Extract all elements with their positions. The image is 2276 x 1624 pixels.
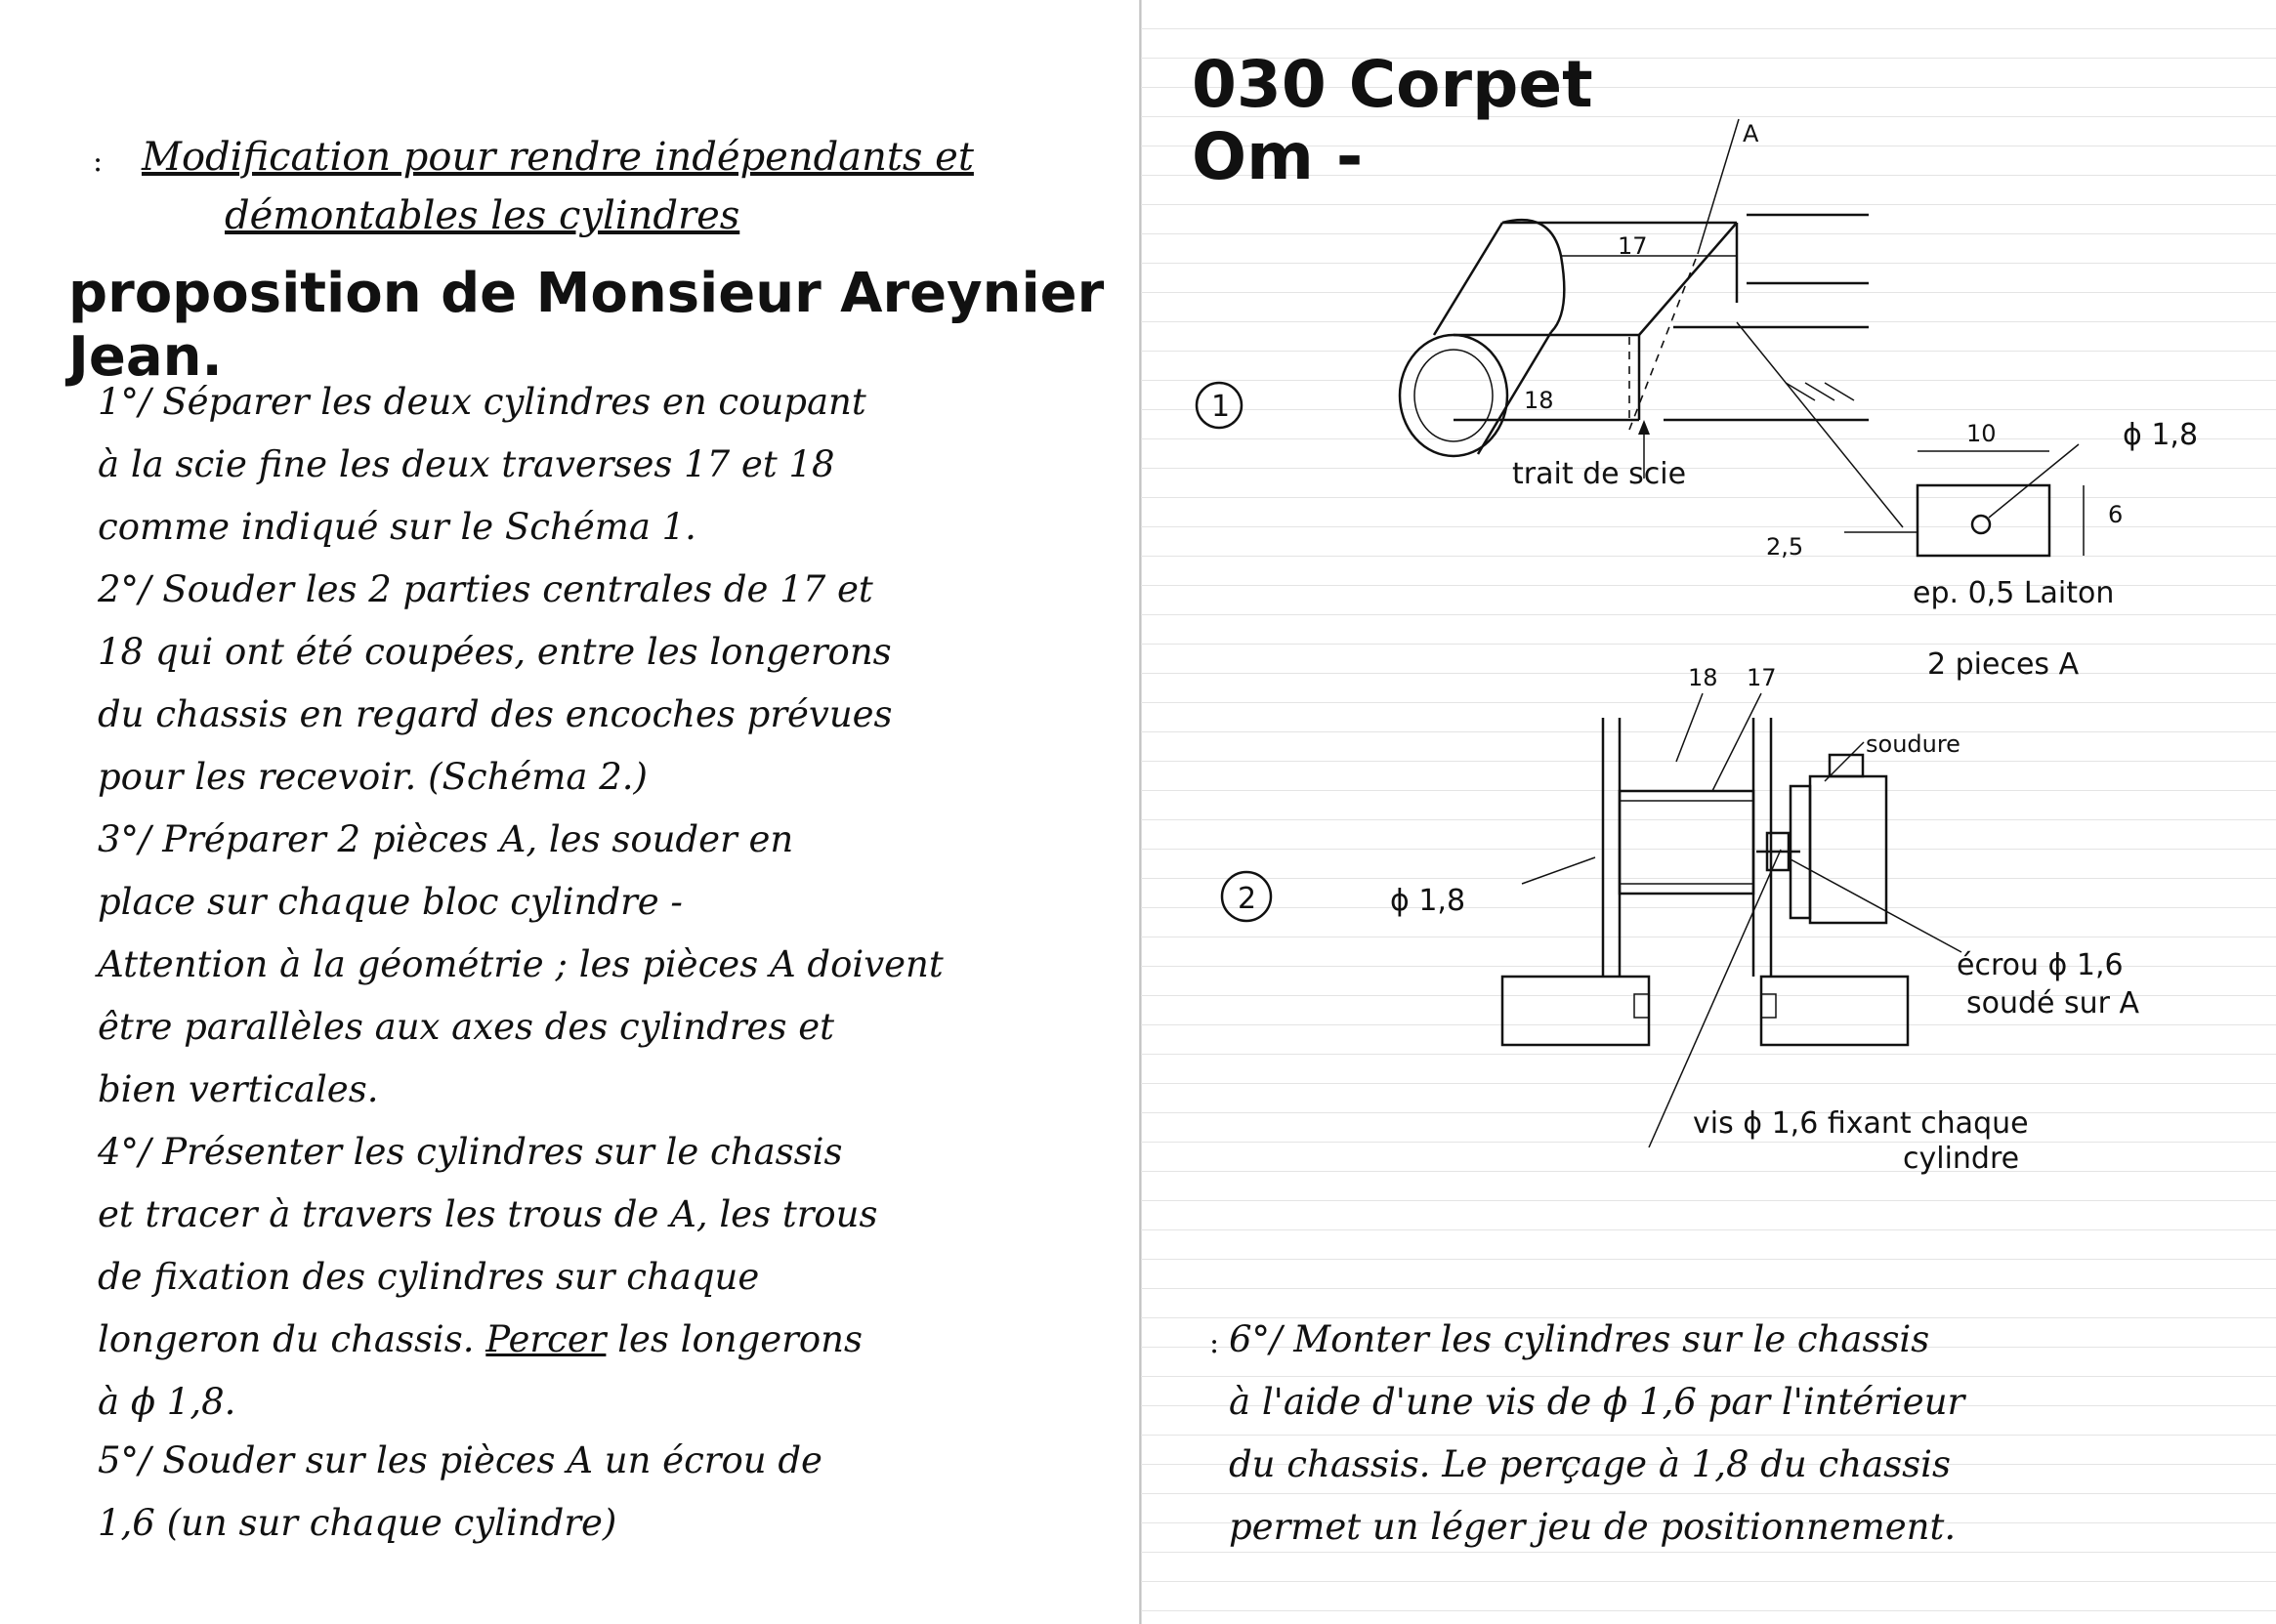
hole-leader [1989, 444, 2079, 518]
title-prefix: : [93, 145, 104, 179]
leader-18 [1676, 693, 1703, 762]
step-4-emphasis: Percer [485, 1318, 607, 1360]
material-label: ep. 0,5 Laiton [1913, 576, 2115, 610]
weld-tab [1830, 755, 1863, 776]
title-line-1: Modification pour rendre indépendants et [142, 135, 974, 180]
model-title-line-2: Om - [1192, 119, 1364, 194]
step-4-text [98, 1121, 1114, 1434]
base-right [1761, 977, 1908, 1045]
block-top-edge [1639, 223, 1737, 335]
nut-label-2: soudé sur A [1966, 986, 2140, 1020]
dim-hole: ϕ 1,8 [2123, 418, 2199, 452]
saw-arrow-icon [1638, 420, 1650, 435]
step-5 [98, 1430, 1114, 1555]
schematic-drawings [1141, 0, 2276, 1289]
step-6-text: 6°/ Monter les cylindres sur le chassis à l'aide d'une vis de ϕ 1,6 par l'intérieur du chassis. Le perçage à 1,8 du chassis permet un léger jeu de positionnement. [1229, 1318, 1965, 1548]
schema-1-number: 1 [1211, 390, 1231, 424]
hole-label: ϕ 1,8 [1390, 884, 1466, 918]
cylinder-top-edge [1434, 223, 1502, 335]
step-2-text: 2°/ Souder les 2 parties centrales de 17 et 18 qui ont été coupées, entre les longerons du chassis en regard des encoches prévues pour les recevoir. (Schéma 2.) [98, 568, 893, 798]
model-title-line-1: 030 Corpet [1192, 47, 1593, 122]
step-3-text: 3°/ Préparer 2 pièces A, les souder en place sur chaque bloc cylindre - Attention à la géométrie ; les pièces A doivent être parallèles aux axes des cylindres et bien verticales. [98, 818, 944, 1110]
nut-label-1: écrou ϕ 1,6 [1957, 948, 2124, 982]
step-6 [1209, 1309, 2245, 1559]
dim-height: 6 [2108, 501, 2124, 528]
step-2 [98, 559, 1114, 809]
title-line-2: démontables les cylindres [225, 193, 740, 238]
notch-right [1761, 994, 1776, 1018]
schema-1-label-18: 18 [1524, 387, 1554, 414]
step-3 [98, 809, 1114, 1121]
cylinder-back [1502, 220, 1564, 332]
piece-a-hole [1972, 516, 1990, 533]
schema-2-number: 2 [1238, 882, 1257, 916]
step-6-prefix: : [1209, 1326, 1220, 1360]
traverse-block [1620, 791, 1753, 894]
schema-2-label-17: 17 [1747, 664, 1777, 691]
author-line: proposition de Monsieur Areynier Jean. [68, 262, 1105, 389]
cylinder-bore [1414, 350, 1493, 441]
right-page [1141, 0, 2276, 1624]
dim-width: 10 [1966, 420, 1997, 447]
nut-leader [1791, 859, 1961, 952]
cylinder-block [1810, 776, 1886, 923]
step-4 [98, 1121, 1114, 1434]
piece-a-plate [1918, 485, 2049, 556]
schema-2 [1222, 664, 2140, 1176]
screw-label-1: vis ϕ 1,6 fixant chaque [1693, 1106, 2029, 1141]
step-4-body: 4°/ Présenter les cylindres sur le chassis et tracer à travers les trous de A, les trous de fixation des cylindres sur chaque longeron du chassis. [98, 1131, 878, 1360]
label-a: A [1743, 120, 1759, 147]
schema-1 [1197, 119, 2198, 682]
schema-2-label-18: 18 [1688, 664, 1718, 691]
step-5-text: 5°/ Souder sur les pièces A un écrou de 1,6 (un sur chaque cylindre) [98, 1439, 822, 1544]
notch-left [1634, 994, 1649, 1018]
step-1-text: 1°/ Séparer les deux cylindres en coupant à la scie fine les deux traverses 17 et 18 comme indiqué sur le Schéma 1. [98, 381, 866, 548]
axis-line-a [1698, 119, 1739, 254]
screw-label-2: cylindre [1903, 1142, 2020, 1176]
hole-leader [1522, 857, 1595, 884]
cylinder-end [1400, 335, 1507, 456]
saw-label: trait de scie [1512, 457, 1687, 491]
weld-label: soudure [1866, 730, 1960, 758]
base-left [1502, 977, 1649, 1045]
dim-offset: 2,5 [1766, 533, 1804, 561]
quantity-label: 2 pieces A [1927, 647, 2080, 682]
step-1 [98, 371, 1114, 559]
detail-leader [1737, 322, 1903, 527]
schema-1-label-17: 17 [1618, 232, 1648, 260]
step-4-tail: les longerons à ϕ 1,8. [98, 1318, 863, 1423]
